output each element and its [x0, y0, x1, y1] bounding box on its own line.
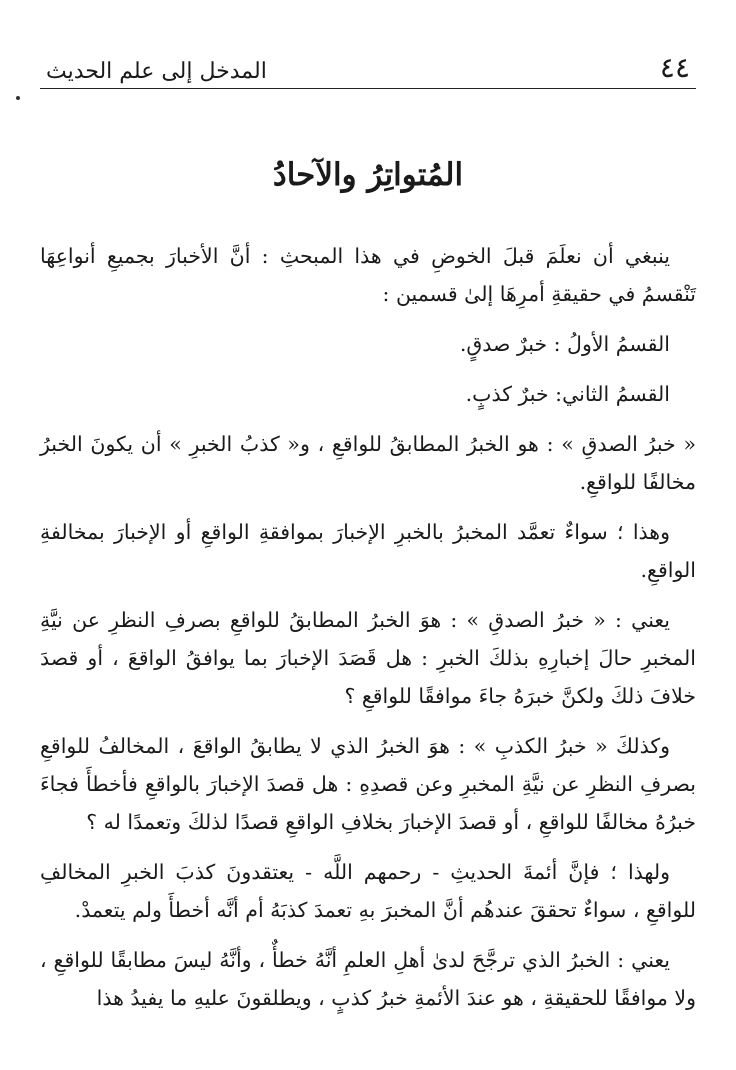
paragraph-imams: ولهذا ؛ فإنَّ أئمةَ الحديثِ - رحمهم اللَّه - يعتقدونَ كذبَ الخبرِ المخالفِ للواقعِ ، سواءٌ تحققَ عندهُم أنَّ المخبرَ بهِ تعمدَ كذبَهُ أم أنَّه أخطأَ ولم يتعمدْ. [40, 860, 696, 922]
paragraph-true-report: يعني : « خبرُ الصدقِ » : هوَ الخبرُ المطابقُ للواقعِ بصرفِ النظرِ عن نيَّةِ المخبرِ حالَ إخبارِهِ بذلكَ الخبرِ : هل قَصَدَ الإخبارَ بما يوافقُ الواقعَ ، أو قصدَ خلافَ ذلكَ ولكنَّ خبرَهُ جاءَ موافقًا للواقعِ ؟ [40, 608, 696, 708]
book-title: المدخل إلى علم الحديث [46, 59, 267, 84]
paragraph-intent: وهذا ؛ سواءٌ تعمَّد المخبرُ بالخبرِ الإخبارَ بموافقةِ الواقعِ أو الإخبارَ بمخالفةِ الواقعِ. [40, 520, 696, 582]
division-second: القسمُ الثاني: خبرٌ كذبٍ. [465, 382, 670, 406]
paragraph-intro: ينبغي أن نعلَمَ قبلَ الخوضِ في هذا المبحثِ : أنَّ الأخبارَ بجميعِ أنواعِهَا تَنْقسمُ في حقيقةِ أمرِهَا إلىٰ قسمين : [40, 244, 696, 306]
margin-dot [16, 96, 20, 100]
paragraph-false-report: وكذلكَ « خبرُ الكذبِ » : هوَ الخبرُ الذي لا يطابقُ الواقعَ ، المخالفُ للواقعِ بصرفِ النظرِ عن نيَّةِ المخبرِ وعن قصدِهِ : هل قصدَ الإخبارَ بالواقعِ فأخطأَ فجاءَ خبرُهُ مخالفًا للواقعِ ، أو قصدَ الإخبارَ بخلافِ الواقعِ قصدًا لذلكَ وتعمدًا له ؟ [40, 734, 696, 834]
paragraph-explanation: يعني : الخبرُ الذي ترجَّحَ لدىٰ أهلِ العلمِ أنَّهُ خطأٌ ، وأنَّهُ ليسَ مطابقًا للواقعِ ، ولا موافقًا للحقيقةِ ، هو عندَ الأئمةِ خبرُ كذبٍ ، ويطلقونَ عليهِ ما يفيدُ هذا [40, 948, 696, 1010]
running-header [40, 40, 696, 89]
chapter-title: المُتواتِرُ والآحادُ [272, 157, 464, 193]
document-page [40, 40, 696, 1050]
division-first: القسمُ الأولُ : خبرٌ صدقٍ. [459, 332, 670, 356]
paragraph-definition: « خبرُ الصدقِ » : هو الخبرُ المطابقُ للواقعِ ، و« كذبُ الخبرِ » أن يكونَ الخبرُ مخالفًا للواقعِ. [40, 432, 696, 494]
page-number: ٤٤ [659, 51, 690, 84]
